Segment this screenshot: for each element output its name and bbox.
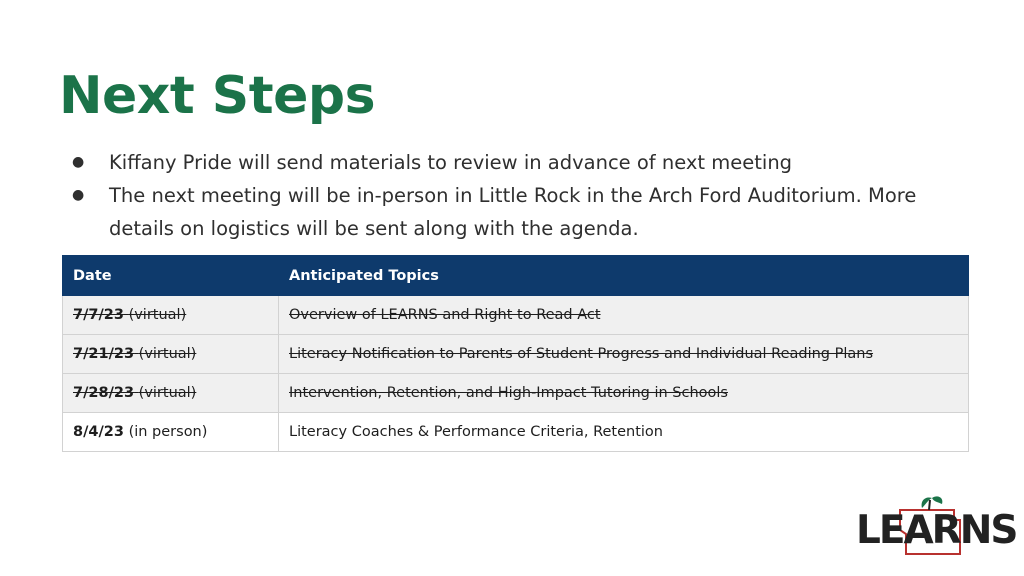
learns-logo [856,494,1017,558]
bullet-item [72,146,972,179]
meeting-mode: (virtual) [138,385,197,401]
date-cell [63,413,279,452]
date-value: 7/21/23 [73,346,135,362]
bullet-dot: ● [72,187,85,203]
bullet-list [72,146,972,245]
topic-cell: Literacy Notification to Parents of Student Progress and Individual Reading Plans [279,335,969,374]
bullet-text: Kiffany Pride will send materials to review in advance of next meeting [109,151,793,174]
topic-cell: Intervention, Retention, and High-Impact Tutoring in Schools [279,374,969,413]
table-row [63,413,969,452]
bullet-text: The next meeting will be in-person in Little Rock in the Arch Ford Auditorium. More details on logistics will be sent along with the agenda. [109,184,917,240]
meeting-mode: (virtual) [138,346,197,362]
schedule-table [62,255,969,452]
table-header-row [63,256,969,296]
meeting-mode: (virtual) [128,307,187,323]
bullet-item [72,179,972,245]
logo-text: LEARNS [856,508,1017,553]
date-value: 7/7/23 [73,307,124,323]
table-row [63,335,969,374]
topic-cell: Literacy Coaches & Performance Criteria, Retention [279,413,969,452]
bullet-dot: ● [72,154,85,170]
header-date: Date [63,256,279,296]
date-value: 8/4/23 [73,424,124,440]
table-row [63,374,969,413]
header-topics: Anticipated Topics [279,256,969,296]
date-value: 7/28/23 [73,385,135,401]
page-title: Next Steps [59,66,376,126]
date-cell [63,374,279,413]
meeting-mode: (in person) [128,424,208,440]
topic-cell: Overview of LEARNS and Right to Read Act [279,296,969,335]
table-row [63,296,969,335]
date-cell [63,296,279,335]
date-cell [63,335,279,374]
